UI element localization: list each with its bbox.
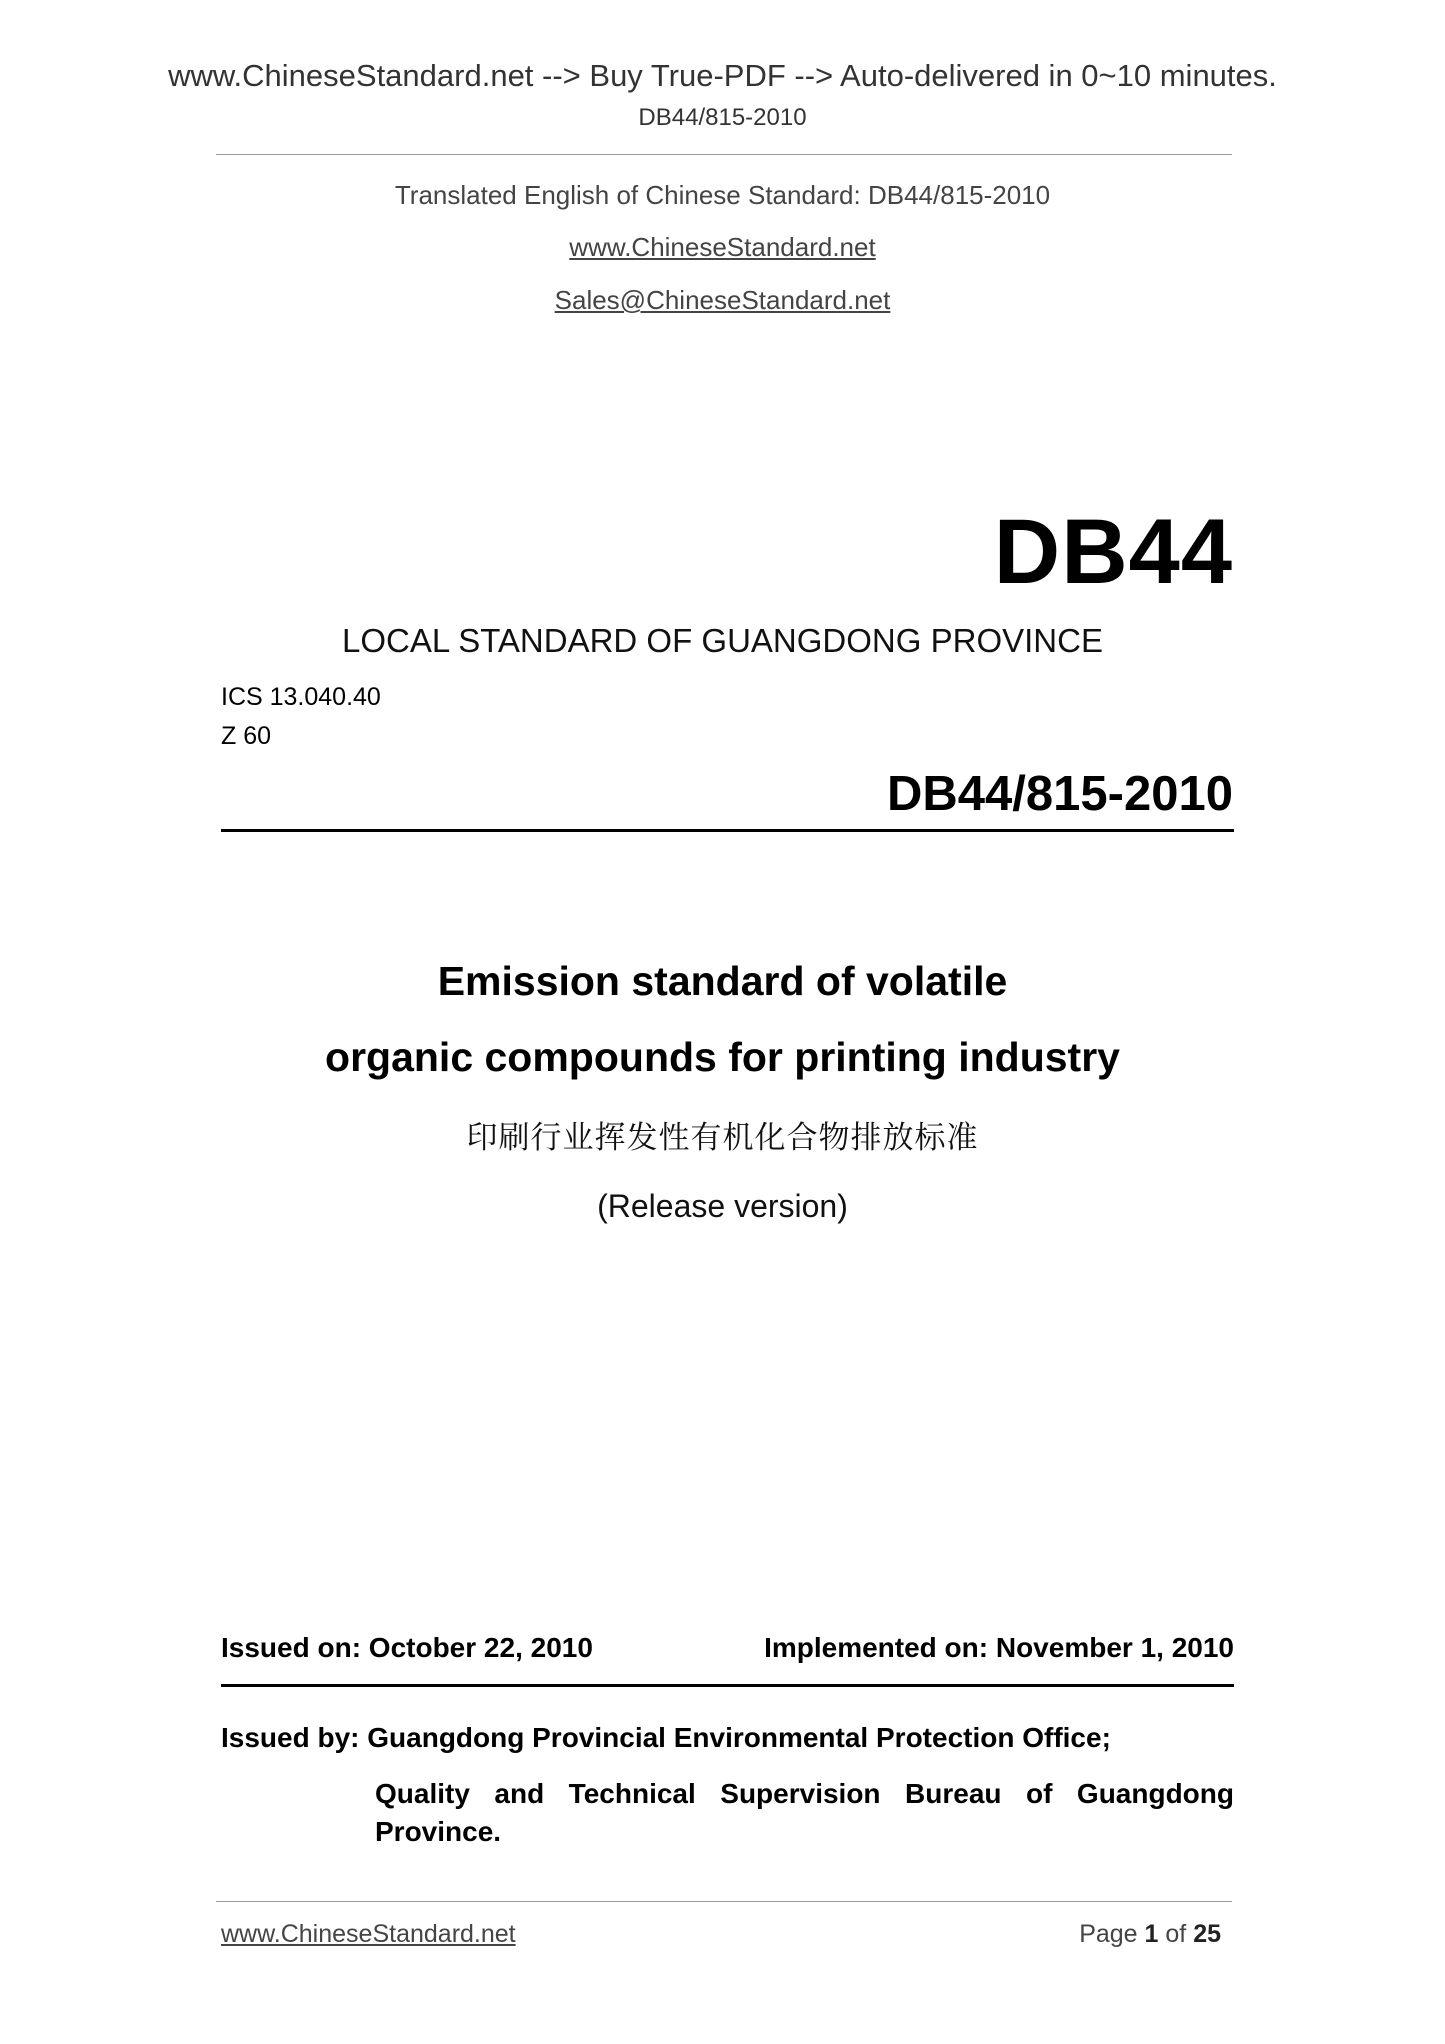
sales-link-container: [0, 285, 1445, 316]
ics-code: ICS 13.040.40: [221, 683, 381, 711]
code-divider: [221, 829, 1234, 832]
title-chinese: 印刷行业挥发性有机化合物排放标准: [466, 1120, 979, 1155]
page-current: 1: [1144, 1920, 1159, 1948]
second-issuer: Quality and Technical Supervision Bureau of Guangdong Province.: [375, 1778, 1234, 1847]
footer-site-link[interactable]: www.ChineseStandard.net: [221, 1920, 516, 1948]
issued-on-date: Issued on: October 22, 2010: [221, 1632, 593, 1663]
site-link[interactable]: www.ChineseStandard.net: [569, 232, 876, 262]
page-total: 25: [1193, 1920, 1221, 1948]
translated-notice: Translated English of Chinese Standard: DB44/815-2010: [394, 180, 1051, 210]
db-label: DB44: [993, 501, 1233, 603]
site-link-container: [0, 232, 1445, 263]
z-code: Z 60: [221, 722, 272, 750]
header-divider: [216, 154, 1232, 155]
page-of: of: [1158, 1920, 1194, 1948]
sales-email-link[interactable]: Sales@ChineseStandard.net: [554, 285, 891, 315]
release-version: (Release version): [597, 1188, 848, 1224]
header-banner: www.ChineseStandard.net --> Buy True-PDF --> Auto-delivered in 0~10 minutes.: [168, 58, 1277, 93]
issued-by: Issued by: Guangdong Provincial Environmental Protection Office;: [221, 1722, 1111, 1753]
implemented-on-date: Implemented on: November 1, 2010: [764, 1632, 1234, 1663]
footer-divider: [216, 1901, 1232, 1902]
title-line-2: organic compounds for printing industry: [325, 1034, 1120, 1080]
dates-row: [221, 1632, 1234, 1664]
local-standard-heading: LOCAL STANDARD OF GUANGDONG PROVINCE: [342, 622, 1103, 659]
standard-code: DB44/815-2010: [887, 767, 1233, 821]
page-indicator: [1079, 1920, 1221, 1949]
title-line-1: Emission standard of volatile: [437, 958, 1008, 1004]
header-standard-code: DB44/815-2010: [638, 104, 807, 131]
dates-divider: [221, 1684, 1234, 1687]
page-prefix: Page: [1079, 1920, 1145, 1948]
